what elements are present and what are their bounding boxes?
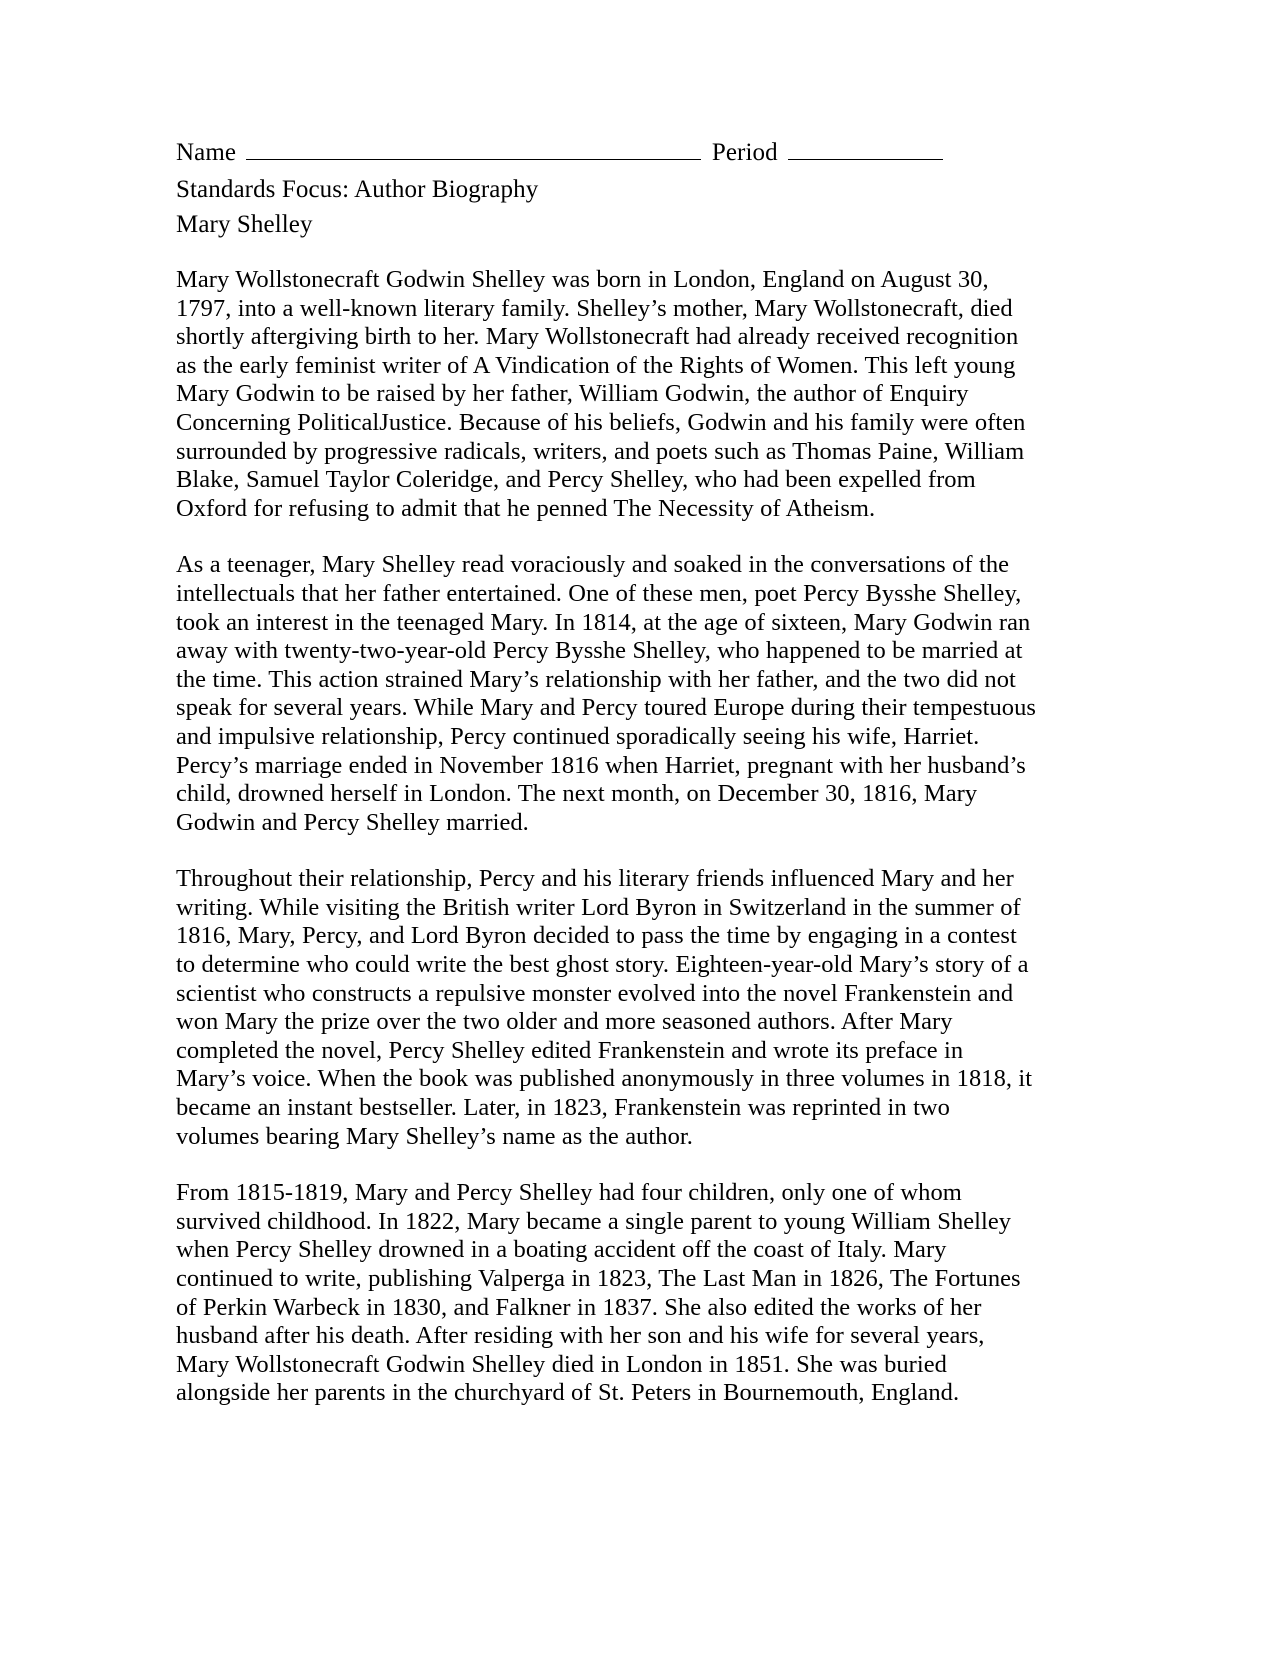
period-blank-field[interactable] — [788, 139, 943, 160]
paragraph: Mary Wollstonecraft Godwin Shelley was born in London, England on August 30, 1797, into a well-known literary family. Shelley’s mother, Mary Wollstonecraft, died shortly aftergiving birth to her. Mary Wollstonecraft had already received recognition as the early feminist writer of A Vindication of the Rights of Women. This left young Mary Godwin to be raised by her father, William Godwin, the author of Enquiry Concerning PoliticalJustice. Because of his beliefs, Godwin and his family were often surrounded by progressive radicals, writers, and poets such as Thomas Paine, William Blake, Samuel Taylor Coleridge, and Percy Shelley, who had been expelled from Oxford for refusing to admit that he penned The Necessity of Atheism. — [176, 266, 1026, 522]
name-period-line — [176, 136, 1036, 170]
biography-body — [176, 266, 1036, 1408]
period-label: Period — [711, 139, 778, 166]
standards-focus-heading: Standards Focus: Author Biography — [176, 176, 539, 203]
name-label: Name — [176, 139, 237, 166]
paragraph: As a teenager, Mary Shelley read voraciously and soaked in the conversations of the intellectuals that her father entertained. One of these men, poet Percy Bysshe Shelley, took an interest in the teenaged Mary. In 1814, at the age of sixteen, Mary Godwin ran away with twenty-two-year-old Percy Bysshe Shelley, who happened to be married at the time. This action strained Mary’s relationship with her father, and the two did not speak for several years. While Mary and Percy toured Europe during their tempestuous and impulsive relationship, Percy continued sporadically seeing his wife, Harriet. Percy’s marriage ended in November 1816 when Harriet, pregnant with her husband’s child, drowned herself in London. The next month, on December 30, 1816, Mary Godwin and Percy Shelley married. — [176, 551, 1036, 836]
paragraph: From 1815-1819, Mary and Percy Shelley had four children, only one of whom survived childhood. In 1822, Mary became a single parent to young William Shelley when Percy Shelley drowned in a boating accident off the coast of Italy. Mary continued to write, publishing Valperga in 1823, The Last Man in 1826, The Fortunes of Perkin Warbeck in 1830, and Falkner in 1837. She also edited the works of her husband after his death. After residing with her son and his wife for several years, Mary Wollstonecraft Godwin Shelley died in London in 1851. She was buried alongside her parents in the churchyard of St. Peters in Bournemouth, England. — [176, 1179, 1021, 1407]
worksheet-content — [176, 136, 1036, 1408]
paragraph: Throughout their relationship, Percy and his literary friends influenced Mary and her writing. While visiting the British writer Lord Byron in Switzerland in the summer of 1816, Mary, Percy, and Lord Byron decided to pass the time by engaging in a contest to determine who could write the best ghost story. Eighteen-year-old Mary’s story of a scientist who constructs a repulsive monster evolved into the novel Frankenstein and won Mary the prize over the two older and more seasoned authors. After Mary completed the novel, Percy Shelley edited Frankenstein and wrote its preface in Mary’s voice. When the book was published anonymously in three volumes in 1818, it became an instant bestseller. Later, in 1823, Frankenstein was reprinted in two volumes bearing Mary Shelley’s name as the author. — [176, 865, 1033, 1150]
name-blank-field[interactable] — [246, 139, 701, 160]
page-title: Mary Shelley — [176, 211, 313, 238]
